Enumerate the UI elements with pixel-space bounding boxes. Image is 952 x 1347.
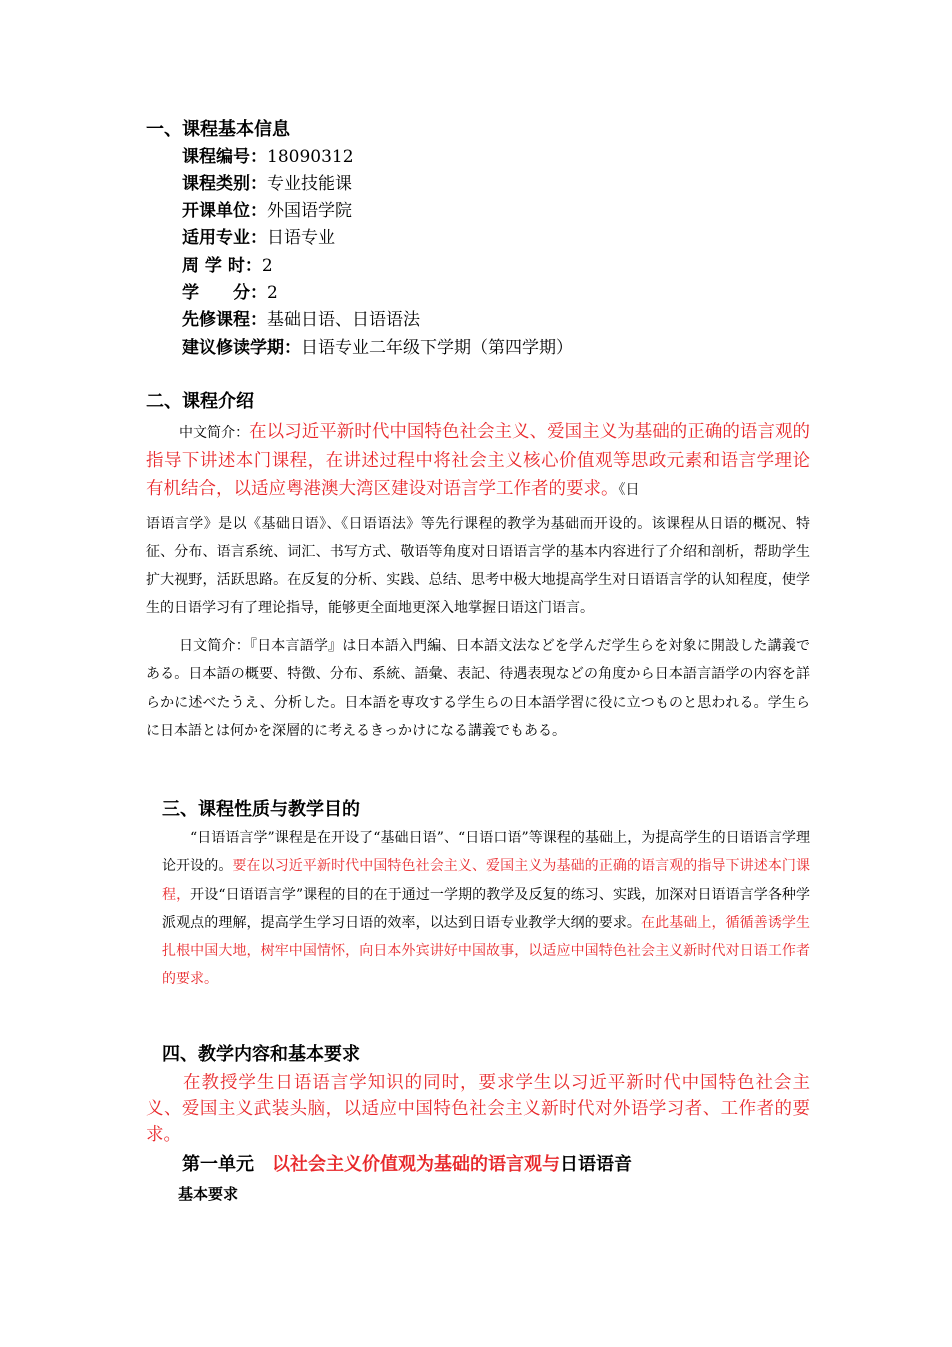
course-nature-red-2: 在此基础上，循循善诱学生扎根中国大地，树牢中国情怀，向日本外宾讲好中国故事，以适应中国特色社会主义新时代对日语工作者的要求。 — [162, 914, 811, 988]
section1-heading: 一、课程基本信息 — [146, 119, 290, 140]
info-row-major — [182, 227, 335, 249]
section3-heading: 三、课程性质与教学目的 — [162, 799, 360, 820]
info-value: 2 — [261, 256, 273, 276]
info-value: 日语专业 — [267, 228, 335, 248]
course-nature-paragraph — [162, 824, 810, 994]
info-value: 2 — [267, 283, 278, 303]
course-nature-text-1: “日语语言学”课程是在开设了“基础日语”、“日语口语”等课程的基础上，为提高学生的日语语言学理论开设的。 — [162, 830, 810, 875]
chinese-intro-label: 中文简介： — [179, 425, 250, 441]
course-nature-red-1: 要在以习近平新时代中国特色社会主义、爱国主义为基础的正确的语言观的指导下讲述本门课程， — [162, 858, 811, 903]
unit-title-black: 日语语音 — [560, 1154, 632, 1175]
unit-title-red: 以社会主义价值观为基础的语言观与 — [272, 1154, 560, 1175]
info-label: 先修课程： — [182, 310, 267, 330]
unit-label: 第一单元 — [182, 1154, 254, 1175]
info-label: 课程编号： — [182, 147, 267, 167]
unit-one-heading — [182, 1153, 632, 1177]
chinese-intro-black-head: 《日 — [618, 482, 640, 498]
info-row-course-type — [182, 173, 352, 195]
info-row-prerequisites — [182, 309, 420, 331]
chinese-intro-red-paragraph — [146, 418, 810, 504]
section4-heading: 四、教学内容和基本要求 — [162, 1044, 360, 1065]
section2-heading: 二、课程介绍 — [146, 391, 254, 412]
info-row-credits — [182, 282, 278, 304]
japanese-intro-label: 日文简介： — [179, 638, 250, 654]
info-row-department — [182, 200, 352, 222]
info-value: 基础日语、日语语法 — [267, 310, 420, 330]
info-value: 专业技能课 — [267, 174, 352, 194]
info-value: 外国语学院 — [267, 201, 352, 221]
info-row-course-code — [182, 146, 354, 168]
course-nature-text-2: 开设“日语语言学”课程的目的在于通过一学期的教学及反复的练习、实践，加深对日语语言学各种学派观点的理解，提高学生学习日语的效率，以达到日语专业教学大纲的要求。 — [162, 886, 811, 931]
info-label: 周 学 时： — [182, 256, 262, 276]
japanese-intro-paragraph — [146, 632, 810, 745]
info-value: 日语专业二年级下学期（第四学期） — [301, 338, 573, 358]
info-label: 开课单位： — [182, 201, 267, 221]
teaching-content-paragraph: 在教授学生日语语言学知识的同时，要求学生以习近平新时代中国特色社会主义、爱国主义武装头脑，以适应中国特色社会主义新时代对外语学习者、工作者的要求。 — [146, 1073, 810, 1145]
info-label: 课程类别： — [182, 174, 267, 194]
basic-requirements-heading: 基本要求 — [178, 1185, 239, 1203]
info-row-semester — [182, 337, 573, 359]
info-value: 18090312 — [267, 147, 354, 167]
info-label: 学 分： — [182, 283, 267, 303]
info-label: 建议修读学期： — [182, 338, 301, 358]
chinese-intro-paragraph: 语语言学》是以《基础日语》、《日语语法》等先行课程的教学为基础而开设的。该课程从日语的概况、特征、分布、语言系统、词汇、书写方式、敬语等角度对日语语言学的基本内容进行了介绍和剖析，帮助学生扩大视野，活跃思路。在反复的分析、实践、总结、思考中极大地提高学生对日语语言学的认知程度，使学生的日语学习有了理论指导，能够更全面地更深入地掌握日语这门语言。 — [146, 516, 810, 616]
info-row-weekly-hours — [182, 255, 273, 277]
info-label: 适用专业： — [182, 228, 267, 248]
japanese-intro-text: 『日本言語学』は日本語入門編、日本語文法などを学んだ学生らを対象に開設した講義である。日本語の概要、特徴、分布、系統、語彙、表記、待遇表現などの角度から日本語言語学の内容を詳らかに述べたうえ、分析した。日本語を専攻する学生らの日本語学習に役に立つものと思われる。学生らに日本語とは何かを深層的に考えるきっかけになる講義でもある。 — [146, 638, 811, 739]
chinese-intro-red-text: 在以习近平新时代中国特色社会主义、爱国主义为基础的正确的语言观的指导下讲述本门课程，在讲述过程中将社会主义核心价值观等思政元素和语言学理论有机结合，以适应粤港澳大湾区建设对语言学工作者的要求。 — [146, 422, 810, 499]
